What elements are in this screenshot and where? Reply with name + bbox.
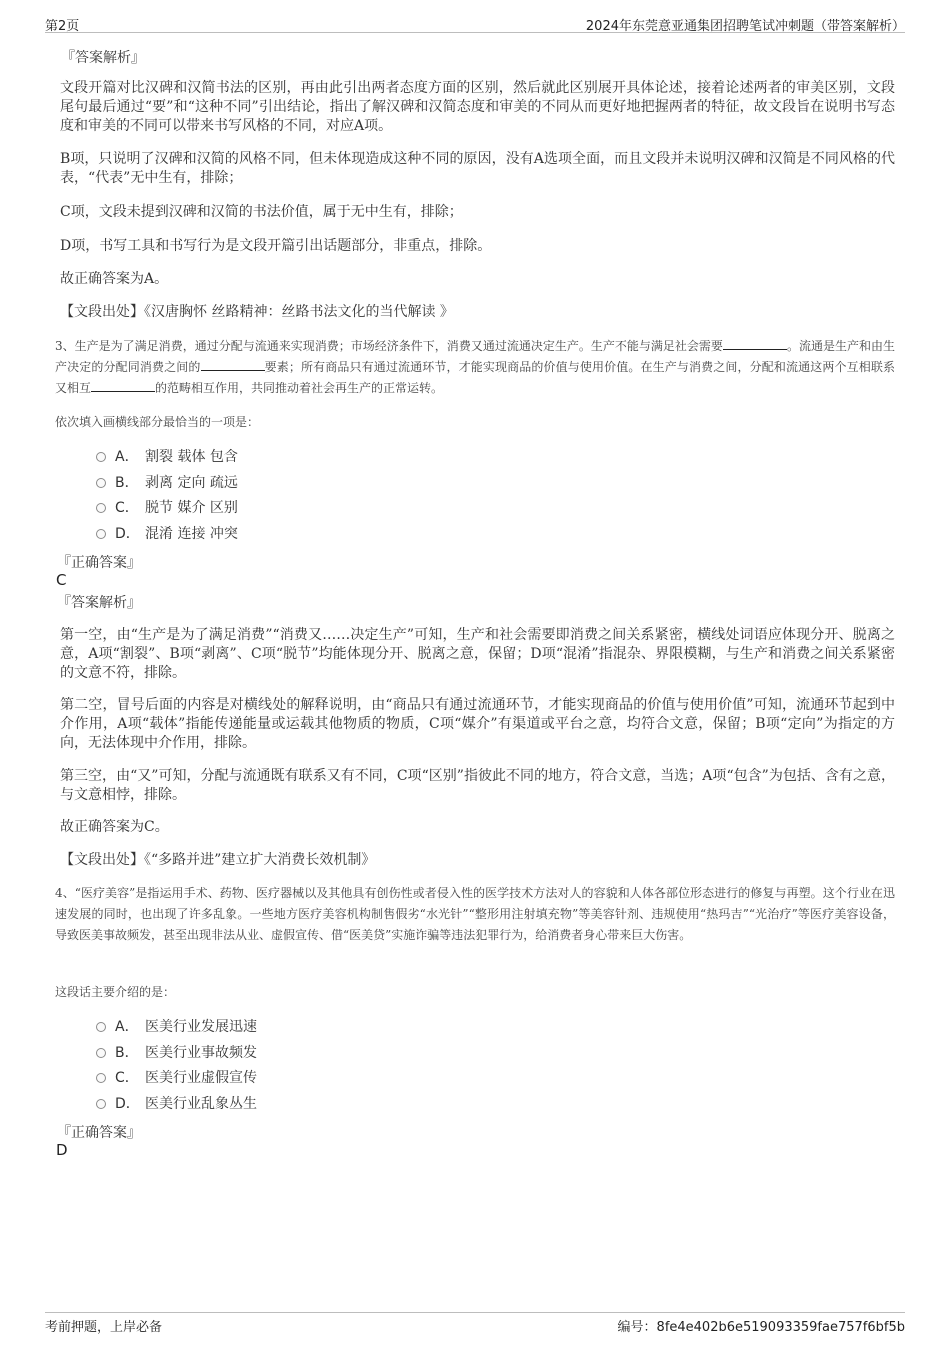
q3-option-a[interactable]: [96, 446, 296, 466]
option-letter: D．: [115, 1096, 140, 1112]
q2-analysis-paragraph-4: D项，书写工具和书写行为是文段开篇引出话题部分，非重点，排除。: [60, 238, 492, 254]
q2-conclusion: 故正确答案为A。: [60, 271, 169, 287]
q4-instruction: 这段话主要介绍的是：: [55, 985, 176, 999]
radio-button[interactable]: [96, 503, 106, 513]
q3-option-d[interactable]: [96, 523, 296, 543]
q4-option-a[interactable]: [96, 1016, 316, 1036]
q3-correct-answer-label: 『正确答案』: [57, 555, 141, 571]
q4-stem: 4、“医疗美容”是指运用手术、药物、医疗器械以及其他具有创伤性或者侵入性的医学技术方法对人的容貌和人体各部位形态进行的修复与再塑。这个行业在迅速发展的同时，也出现了许多乱象。一些地方医疗美容机构制售假劣“水光针”“整形用注射填充物”等美容针剂、违规使用“热玛吉”“光治疗”等医疗美容设备，导致医美事故频发，甚至出现非法从业、虚假宣传、借“医美贷”实施诈骗等违法犯罪行为，给消费者身心带来巨大伤害。: [55, 886, 895, 942]
option-text: 混淆 连接 冲突: [145, 526, 238, 542]
q2-analysis-paragraph-2: B项，只说明了汉碑和汉简的风格不同，但未体现造成这种不同的原因，没有A选项全面，而且文段并未说明汉碑和汉简是不同风格的代表，“代表”无中生有，排除；: [60, 151, 895, 186]
q4-option-d[interactable]: [96, 1093, 316, 1113]
option-text: 医美行业乱象丛生: [145, 1096, 257, 1112]
q4-option-b[interactable]: [96, 1042, 316, 1062]
q3-instruction: 依次填入画横线部分最恰当的一项是：: [55, 415, 260, 429]
document-serial-number: 编号：8fe4e402b6e519093359fae757f6bf5b: [617, 1320, 905, 1335]
q2-analysis-label: 『答案解析』: [61, 50, 145, 66]
option-letter: D．: [115, 526, 140, 542]
q4-option-c[interactable]: [96, 1067, 316, 1087]
page-header: [45, 11, 905, 33]
q3-conclusion: 故正确答案为C。: [60, 819, 169, 835]
page-number: 第2页: [45, 19, 80, 34]
option-text: 医美行业虚假宣传: [145, 1070, 257, 1086]
option-letter: A．: [115, 1019, 139, 1035]
q4-correct-answer: D: [56, 1141, 68, 1159]
option-text: 剥离 定向 疏远: [145, 475, 238, 491]
option-letter: B．: [115, 475, 139, 491]
fill-blank-3: [91, 380, 155, 392]
radio-button[interactable]: [96, 529, 106, 539]
radio-button[interactable]: [96, 478, 106, 488]
q3-analysis-paragraph-3: 第三空，由“又”可知，分配与流通既有联系又有不同，C项“区别”指彼此不同的地方，符合文意，当选；A项“包含”为包括、含有之意，与文意相悖，排除。: [60, 768, 895, 803]
fill-blank-2: [201, 359, 265, 371]
fill-blank-1: [723, 338, 787, 350]
q2-analysis-paragraph-3: C项，文段未提到汉碑和汉简的书法价值，属于无中生有，排除；: [60, 204, 463, 220]
q3-correct-answer: C: [56, 571, 67, 589]
option-text: 脱节 媒介 区别: [145, 500, 238, 516]
q2-source: 【文段出处】《汉唐胸怀 丝路精神：丝路书法文化的当代解读 》: [60, 304, 454, 320]
option-text: 医美行业事故频发: [145, 1045, 257, 1061]
option-letter: C．: [115, 1070, 139, 1086]
footer-slogan: 考前押题，上岸必备: [45, 1320, 163, 1335]
q2-analysis-paragraph-1: 文段开篇对比汉碑和汉简书法的区别，再由此引出两者态度方面的区别，然后就此区别展开具体论述，接着论述两者的审美区别，文段尾句最后通过“要”和“这种不同”引出结论，指出了解汉碑和汉简态度和审美的不同从而更好地把握两者的特征，故文段旨在说明书写态度和审美的不同可以带来书写风格的不同，对应A项。: [60, 80, 895, 134]
q3-stem: 3、生产是为了满足消费，通过分配与流通来实现消费；市场经济条件下，消费又通过流通决定生产。生产不能与满足社会需要 。流通是生产和由生产决定的分配同消费之间的 要素；所有商品只有通过流通环节，才能实现商品的价值与使用价值。在生产与消费之间，分配和流通这两个互相联系又相互 的范畴相互作用，共同推动着社会再生产的正常运转。: [55, 339, 895, 395]
document-title: 2024年东莞意亚通集团招聘笔试冲刺题（带答案解析）: [585, 19, 905, 34]
q3-option-c[interactable]: [96, 497, 296, 517]
q3-analysis-label: 『答案解析』: [57, 595, 141, 611]
radio-button[interactable]: [96, 1073, 106, 1083]
option-text: 医美行业发展迅速: [145, 1019, 257, 1035]
q4-correct-answer-label: 『正确答案』: [57, 1125, 141, 1141]
q3-source: 【文段出处】《“多路并进”建立扩大消费长效机制》: [60, 852, 376, 868]
option-letter: B．: [115, 1045, 139, 1061]
page-footer: [45, 1312, 905, 1334]
radio-button[interactable]: [96, 1048, 106, 1058]
radio-button[interactable]: [96, 1099, 106, 1109]
radio-button[interactable]: [96, 452, 106, 462]
q3-analysis-paragraph-2: 第二空，冒号后面的内容是对横线处的解释说明，由“商品只有通过流通环节，才能实现商品的价值与使用价值”可知，流通环节起到中介作用，A项“载体”指能传递能量或运载其他物质的物质，C项“媒介”有渠道或平台之意，均符合文意，保留；B项“定向”为指定的方向，无法体现中介作用，排除。: [60, 697, 895, 751]
option-text: 割裂 载体 包含: [145, 449, 238, 465]
radio-button[interactable]: [96, 1022, 106, 1032]
q3-option-b[interactable]: [96, 472, 296, 492]
q3-analysis-paragraph-1: 第一空，由“生产是为了满足消费”“消费又……决定生产”可知，生产和社会需要即消费之间关系紧密，横线处词语应体现分开、脱离之意，A项“割裂”、B项“剥离”、C项“脱节”均能体现分开、脱离之意，保留；D项“混淆”指混杂、界限模糊，与生产和消费之间关系紧密的文意不符，排除。: [60, 627, 895, 681]
option-letter: C．: [115, 500, 139, 516]
option-letter: A．: [115, 449, 139, 465]
